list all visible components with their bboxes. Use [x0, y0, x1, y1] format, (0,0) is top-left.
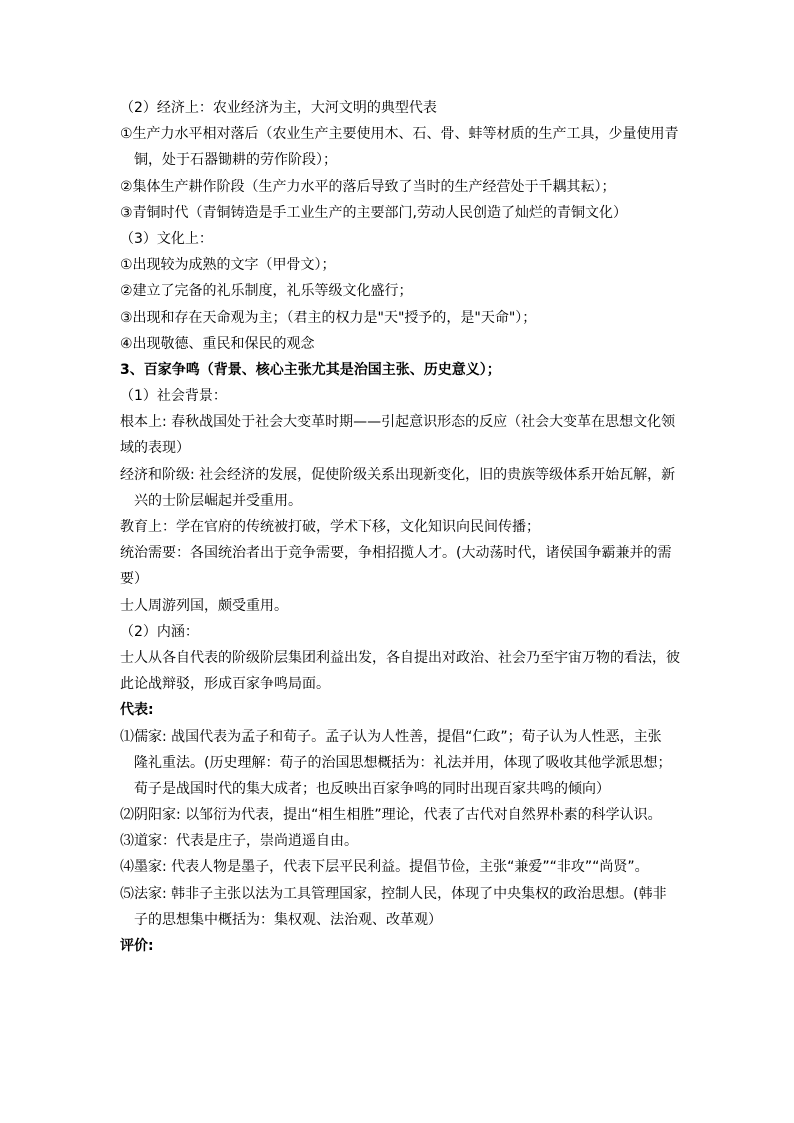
text-line: 兴的士阶层崛起并受重用。: [134, 492, 302, 509]
section-heading: 评价:: [120, 938, 154, 954]
text-line: ①生产力水平相对落后（农业生产主要使用木、石、骨、蚌等材质的生产工具，少量使用青: [120, 126, 679, 143]
text-line: 域的表现）: [120, 440, 190, 457]
section-heading: 代表:: [120, 702, 154, 719]
text-line: ②集体生产耕作阶段（生产力水平的落后导致了当时的生产经营处于千耦其耘）；: [120, 178, 616, 195]
text-line: （1）社会背景：: [120, 388, 227, 405]
text-line: ①出现较为成熟的文字（甲骨文）；: [120, 257, 336, 274]
text-line: 此论战辩驳，形成百家争鸣局面。: [120, 676, 330, 693]
section-heading: 3、百家争鸣（背景、核心主张尤其是治国主张、历史意义）；: [120, 361, 501, 378]
text-line: （2）内涵：: [120, 623, 199, 640]
text-line: ⑴儒家: 战国代表为孟子和荀子。孟子认为人性善，提倡“仁政”；荀子认为人性恶，主张: [120, 728, 662, 745]
text-line: （2）经济上：农业经济为主，大河文明的典型代表: [120, 100, 437, 116]
text-line: 教育上：学在官府的传统被打破，学术下移，文化知识向民间传播；: [120, 519, 540, 535]
text-line: 根本上: 春秋战国处于社会大变革时期——引起意识形态的反应（社会大变革在思想文化领: [120, 414, 676, 431]
text-line: 士人周游列国，颇受重用。: [120, 597, 288, 614]
text-line: ③出现和存在天命观为主；（君主的权力是"天"授予的，是"天命"）；: [120, 309, 537, 326]
text-line: ④出现敬德、重民和保民的观念: [120, 335, 315, 352]
text-line: ⑷墨家: 代表人物是墨子，代表下层平民利益。提倡节俭，主张“兼爱”“非攻”“尚贤”。: [120, 859, 649, 876]
text-line: （3）文化上：: [120, 230, 213, 247]
text-line: 士人从各自代表的阶级阶层集团利益出发，各自提出对政治、社会乃至宇宙万物的看法，彼: [120, 649, 680, 666]
text-line: ②建立了完备的礼乐制度，礼乐等级文化盛行；: [120, 283, 413, 300]
text-line: 子的思想集中概括为：集权观、法治观、改革观）: [134, 911, 442, 928]
text-line: 隆礼重法。(历史理解：荀子的治国思想概括为：礼法并用，体现了吸收其他学派思想；: [134, 754, 672, 771]
text-line: 统治需要：各国统治者出于竞争需要，争相招揽人才。(大动荡时代，诸侯国争霸兼并的需: [120, 545, 672, 562]
text-line: ③青铜时代（青铜铸造是手工业生产的主要部门,劳动人民创造了灿烂的青铜文化）: [120, 204, 627, 221]
text-line: 荀子是战国时代的集大成者；也反映出百家争鸣的同时出现百家共鸣的倾向）: [134, 780, 610, 797]
document-body: [120, 95, 700, 959]
text-line: 经济和阶级: 社会经济的发展，促使阶级关系出现新变化，旧的贵族等级体系开始瓦解，新: [120, 466, 676, 483]
text-line: ⑶道家：代表是庄子，崇尚逍遥自由。: [120, 833, 358, 850]
text-line: 铜，处于石器锄耕的劳作阶段）；: [134, 152, 337, 169]
text-line: ⑵阴阳家: 以邹衍为代表，提出“相生相胜”理论，代表了古代对自然界朴素的科学认识。: [120, 807, 662, 824]
text-line: 要）: [120, 571, 148, 588]
text-line: ⑸法家: 韩非子主张以法为工具管理国家，控制人民，体现了中央集权的政治思想。(韩非: [120, 885, 667, 902]
